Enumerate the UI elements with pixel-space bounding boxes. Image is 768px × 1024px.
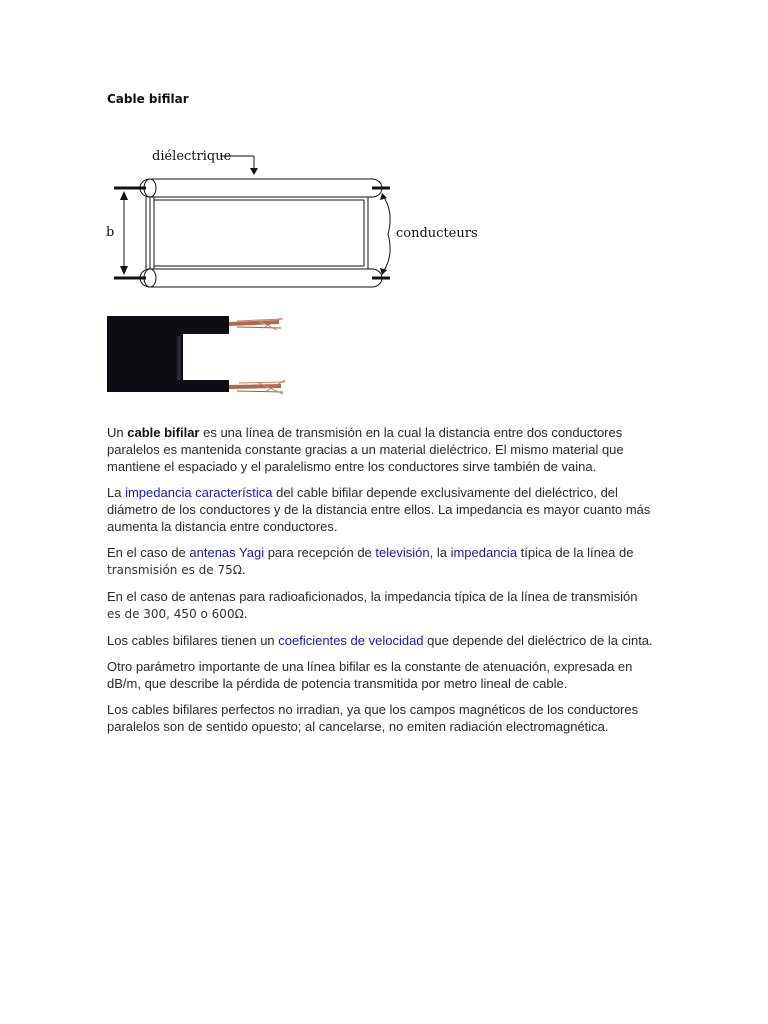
- paragraph-3: En el caso de antenas Yagi para recepción de televisión, la impedancia típica de la línea de transmisión es de 75Ω.: [107, 545, 634, 577]
- impedancia-caracteristica-link[interactable]: impedancia característica: [125, 485, 273, 500]
- paragraph-1: Un cable bifilar es una línea de transmisión en la cual la distancia entre dos conductores paralelos es mantenida constante gracias a un material dieléctrico. El mismo material que mantiene el espaciado y el paralelismo entre los conductores sirve también de vaina.: [107, 425, 624, 474]
- conductors-label: conducteurs: [396, 226, 478, 241]
- paragraph-7: Los cables bifilares perfectos no irradian, ya que los campos magnéticos de los conductores paralelos son de sentido opuesto; al cancelarse, no emiten radiación electromagnética.: [107, 702, 639, 734]
- impedance-75-formula: transmisión es de 75Ω.: [107, 563, 246, 577]
- coeficientes-velocidad-link[interactable]: coeficientes de velocidad: [278, 633, 424, 648]
- antenas-yagi-link[interactable]: antenas Yagi: [189, 545, 265, 560]
- paragraph-2: La impedancia característica del cable bifilar depende exclusivamente del dieléctrico, del diámetro de los conductores y de la distancia entre ellos. La impedancia es mayor cuanto más aumenta la distancia entre conductores.: [107, 485, 651, 534]
- paragraph-6: Otro parámetro importante de una línea bifilar es la constante de atenuación, expresada en dB/m, que describe la pérdida de potencia transmitida por metro lineal de cable.: [107, 659, 633, 691]
- page-title: Cable bifilar: [107, 92, 189, 106]
- dielectric-label: diélectrique: [152, 149, 232, 164]
- impedance-values-formula: es de 300, 450 o 600Ω.: [107, 607, 248, 621]
- television-link[interactable]: televisión: [375, 545, 430, 560]
- paragraph-5: Los cables bifilares tienen un coeficientes de velocidad que depende del dieléctrico de la cinta.: [107, 633, 653, 648]
- cable-bifilar-term: cable bifilar: [127, 425, 200, 440]
- twin-lead-diagram: [100, 138, 480, 298]
- paragraph-4: En el caso de antenas para radioaficionados, la impedancia típica de la línea de transmisión es de 300, 450 o 600Ω.: [107, 589, 638, 621]
- b-label: b: [106, 225, 115, 240]
- twin-lead-cable-photo: [107, 316, 289, 400]
- article-body: [107, 424, 667, 744]
- impedancia-link[interactable]: impedancia: [450, 545, 518, 560]
